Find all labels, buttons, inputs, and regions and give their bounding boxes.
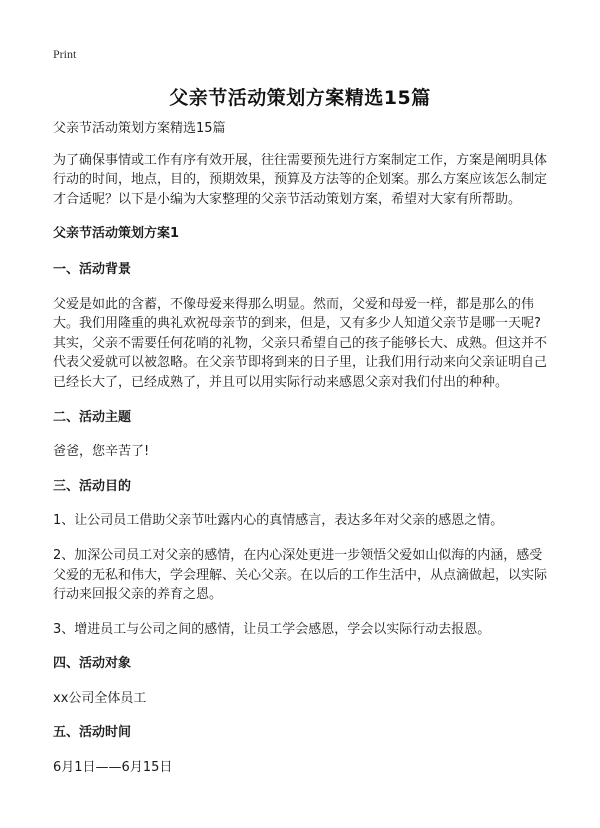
print-label[interactable]: Print [53,47,77,61]
document-title: 父亲节活动策划方案精选15篇 [169,87,431,109]
theme-paragraph: 爸爸，您辛苦了! [53,444,150,460]
section-heading-background: 一、活动背景 [53,261,132,277]
purpose-item: 1、让公司员工借助父亲节吐露内心的真情感言，表达多年对父亲的感恩之情。 [53,513,504,529]
time-paragraph: 6月1日——6月15日 [53,760,173,776]
document-body [53,119,548,793]
section-heading-purpose: 三、活动目的 [53,478,132,494]
section-heading-theme: 二、活动主题 [53,409,132,425]
audience-paragraph: xx公司全体员工 [53,690,147,706]
background-paragraph: 父爱是如此的含蓄，不像母爱来得那么明显。然而，父爱和母爱一样，都是那么的伟大。我们用隆重的典礼欢祝母亲节的到来，但是，又有多少人知道父亲节是哪一天呢?其实，父亲不需要任何花哨的礼物，父亲只希望自己的孩子能够长大、成熟。但这并不代表父爱就可以被忽略。在父亲节即将到来的日子里，让我们用行动来向父亲证明自己已经长大了，已经成熟了，并且可以用实际行动来感恩父亲对我们付出的种种。 [53,296,548,390]
section-heading-time: 五、活动时间 [53,725,132,741]
section-heading-audience: 四、活动对象 [53,656,132,672]
plan-title: 父亲节活动策划方案1 [53,226,180,242]
intro-paragraph: 为了确保事情或工作有序有效开展，往往需要预先进行方案制定工作，方案是阐明具体行动的时间，地点，目的，预期效果，预算及方法等的企划案。那么方案应该怎么制定才合适呢？以下是小编为大家整理的父亲节活动策划方案，希望对大家有所帮助。 [53,152,548,207]
document-subtitle: 父亲节活动策划方案精选15篇 [53,121,226,136]
purpose-item: 3、增进员工与公司之间的感情，让员工学会感恩，学会以实际行动去报恩。 [53,621,491,637]
purpose-item: 2、加深公司员工对父亲的感情，在内心深处更进一步领悟父爱如山似海的内涵，感受父爱的无私和伟大，学会理解、关心父亲。在以后的工作生活中，从点滴做起，以实际行动来回报父亲的养育之恩。 [53,547,548,603]
